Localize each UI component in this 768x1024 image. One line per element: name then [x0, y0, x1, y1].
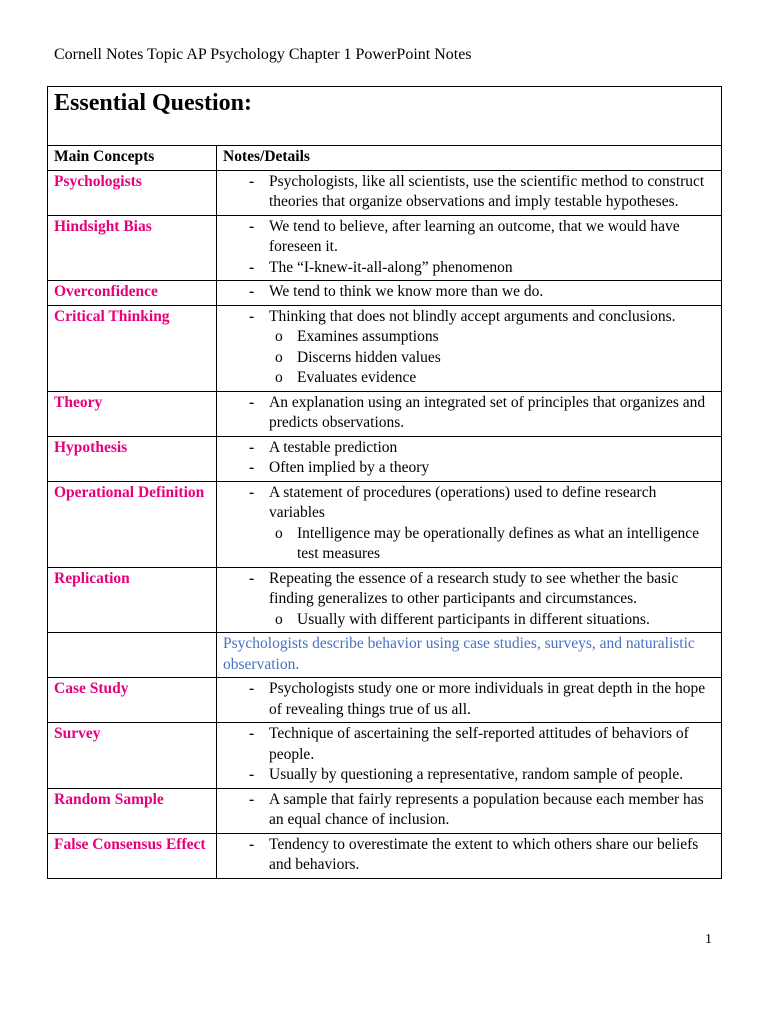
sub-bullet-item: o Usually with different participants in different situations.: [297, 610, 715, 631]
main-concept: Replication: [48, 567, 217, 633]
bullet-list: [223, 393, 715, 434]
bullet-list: [223, 438, 715, 479]
page-number: 1: [705, 932, 712, 947]
notes-details: [217, 678, 722, 723]
bullet-list: [223, 835, 715, 876]
main-concept: Random Sample: [48, 788, 217, 833]
main-concept: False Consensus Effect: [48, 833, 217, 878]
page-title: Cornell Notes Topic AP Psychology Chapter 1 PowerPoint Notes: [54, 46, 472, 63]
bullet-item: - A sample that fairly represents a population because each member has an equal chance of inclusion.: [269, 790, 715, 831]
bullet-item: - An explanation using an integrated set of principles that organizes and predicts observations.: [269, 393, 715, 434]
bullet-item: - A statement of procedures (operations) used to define research variables: [269, 483, 715, 524]
bullet-list: [223, 679, 715, 720]
notes-details: [217, 391, 722, 436]
bullet-item: - Often implied by a theory: [269, 458, 715, 479]
bullet-item: - Psychologists, like all scientists, use the scientific method to construct theories that organize observations and imply testable hypotheses.: [269, 172, 715, 213]
sub-bullet-item: o Examines assumptions: [297, 327, 715, 348]
sub-bullet-container: [269, 327, 715, 389]
table-row: [48, 633, 722, 678]
section-note: Psychologists describe behavior using case studies, surveys, and naturalistic observation.: [223, 635, 695, 673]
bullet-item: - The “I-knew-it-all-along” phenomenon: [269, 258, 715, 279]
sub-bullet-item: o Intelligence may be operationally defines as what an intelligence test measures: [297, 524, 715, 565]
main-concept: Operational Definition: [48, 481, 217, 567]
header-notes-details: Notes/Details: [217, 146, 722, 171]
table-row: [48, 436, 722, 481]
notes-details: [217, 788, 722, 833]
bullet-list: [223, 282, 715, 303]
bullet-list: [223, 172, 715, 213]
bullet-item: - We tend to believe, after learning an outcome, that we would have foreseen it.: [269, 217, 715, 258]
table-row: [48, 723, 722, 789]
table-row: [48, 567, 722, 633]
notes-details: [217, 481, 722, 567]
bullet-list: [223, 724, 715, 786]
bullet-list: [223, 307, 715, 389]
table-row: [48, 281, 722, 306]
bullet-list: [223, 569, 715, 631]
bullet-list: [223, 790, 715, 831]
essential-question-label: Essential Question:: [48, 87, 722, 146]
table-row: [48, 391, 722, 436]
main-concept: Overconfidence: [48, 281, 217, 306]
table-row: [48, 215, 722, 281]
sub-bullet-item: o Discerns hidden values: [297, 348, 715, 369]
bullet-item: - A testable prediction: [269, 438, 715, 459]
bullet-list: [223, 217, 715, 279]
main-concept: Hindsight Bias: [48, 215, 217, 281]
notes-details: [217, 723, 722, 789]
main-concept: Psychologists: [48, 170, 217, 215]
sub-bullet-list: [269, 327, 715, 389]
header-main-concepts: Main Concepts: [48, 146, 217, 171]
notes-details: [217, 436, 722, 481]
sub-bullet-container: [269, 524, 715, 565]
sub-bullet-item: o Evaluates evidence: [297, 368, 715, 389]
bullet-item: - Technique of ascertaining the self-reported attitudes of behaviors of people.: [269, 724, 715, 765]
bullet-list: [223, 483, 715, 565]
sub-bullet-list: [269, 610, 715, 631]
table-header-row: [48, 146, 722, 171]
main-concept: Critical Thinking: [48, 305, 217, 391]
table-row: [48, 678, 722, 723]
essential-question-row: [48, 87, 722, 146]
notes-details: [217, 633, 722, 678]
table-row: [48, 481, 722, 567]
table-row: [48, 170, 722, 215]
notes-details: [217, 170, 722, 215]
bullet-item: - We tend to think we know more than we do.: [269, 282, 715, 303]
notes-details: [217, 305, 722, 391]
bullet-item: - Usually by questioning a representative, random sample of people.: [269, 765, 715, 786]
notes-details: [217, 567, 722, 633]
bullet-item: - Repeating the essence of a research study to see whether the basic finding generalizes to other participants and circumstances.: [269, 569, 715, 610]
table-row: [48, 788, 722, 833]
cornell-notes-table: [47, 86, 722, 879]
table-row: [48, 305, 722, 391]
main-concept: Theory: [48, 391, 217, 436]
main-concept: Survey: [48, 723, 217, 789]
notes-details: [217, 215, 722, 281]
sub-bullet-list: [269, 524, 715, 565]
main-concept: Case Study: [48, 678, 217, 723]
main-concept: Hypothesis: [48, 436, 217, 481]
sub-bullet-container: [269, 610, 715, 631]
table-row: [48, 833, 722, 878]
bullet-item: - Tendency to overestimate the extent to which others share our beliefs and behaviors.: [269, 835, 715, 876]
notes-details: [217, 281, 722, 306]
notes-details: [217, 833, 722, 878]
main-concept: [48, 633, 217, 678]
bullet-item: - Psychologists study one or more individuals in great depth in the hope of revealing things true of us all.: [269, 679, 715, 720]
bullet-item: - Thinking that does not blindly accept arguments and conclusions.: [269, 307, 715, 328]
